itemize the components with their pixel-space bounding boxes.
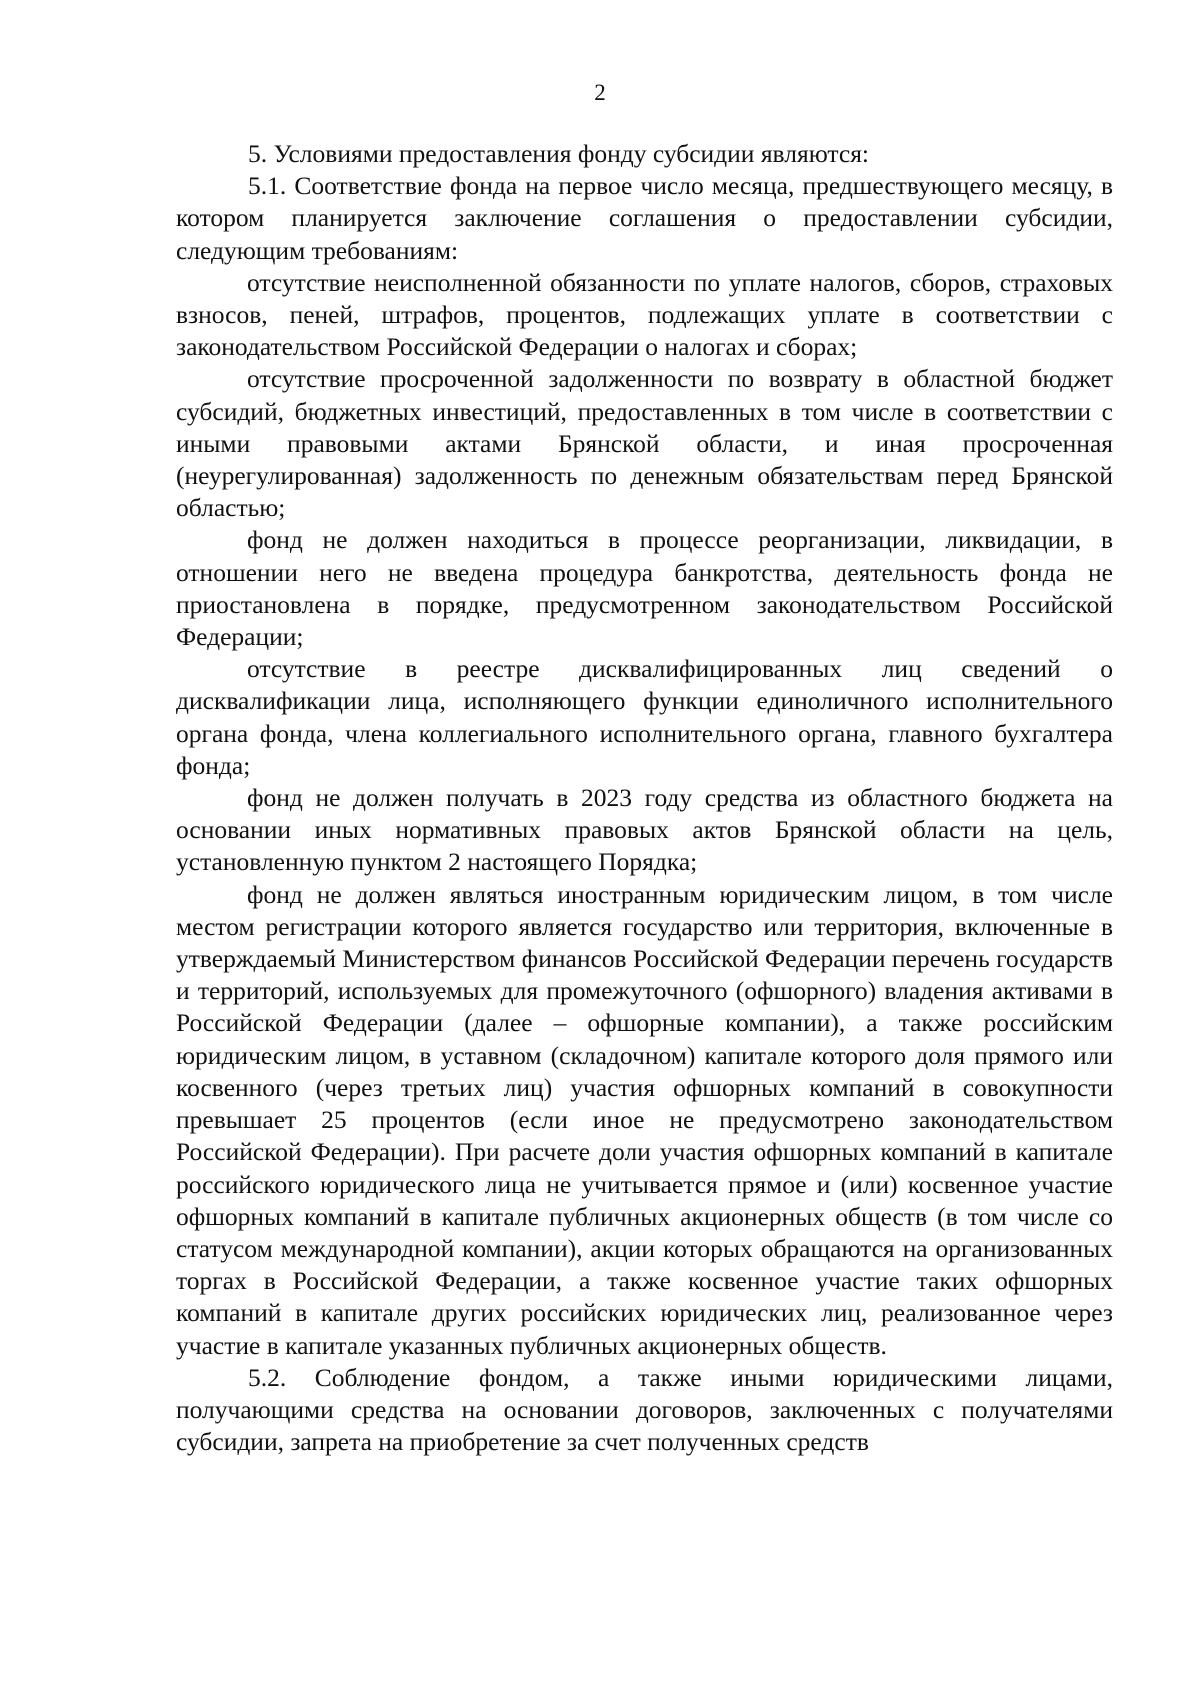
requirement-no-tax-debt: отсутствие неисполненной обязанности по уплате налогов, сборов, страховых взносов, пеней, штрафов, процентов, подлежащих уплате в соответствии с законодательством Российской Федерации о налогах и сборах;: [176, 267, 1113, 362]
requirement-no-disqualified-persons: отсутствие в реестре дисквалифицированных лиц сведений о дисквалификации лица, исполняющего функции единоличного исполнительного органа фонда, члена коллегиального исполнительного органа, главного бухгалтера фонда;: [176, 654, 1113, 780]
paragraph-5-2: 5.2. Соблюдение фондом, а также иными юридическими лицами, получающими средства на основании договоров, заключенных с получателями субсидии, запрета на приобретение за счет полученных средств: [176, 1362, 1113, 1457]
requirement-not-foreign-entity: фонд не должен являться иностранным юридическим лицом, в том числе местом регистрации которого является государство или территория, включенные в утверждаемый Министерством финансов Российской Федерации перечень государств и территорий, используемых для промежуточного (офшорного) владения активами в Российской Федерации (далее – офшорные компании), а также российским юридическим лицом, в уставном (складочном) капитале которого доля прямого или косвенного (через третьих лиц) участия офшорных компаний в совокупности превышает 25 процентов (если иное не предусмотрено законодательством Российской Федерации). При расчете доли участия офшорных компаний в капитале российского юридического лица не учитывается прямое и (или) косвенное участие офшорных компаний в капитале публичных акционерных обществ (в том числе со статусом международной компании), акции которых обращаются на организованных торгах в Российской Федерации, а также косвенное участие таких офшорных компаний в капитале других российских юридических лиц, реализованное через участие в капитале указанных публичных акционерных обществ.: [176, 879, 1113, 1360]
requirement-no-overdue-debt: отсутствие просроченной задолженности по возврату в областной бюджет субсидий, бюджетных инвестиций, предоставленных в том числе в соответствии с иными правовыми актами Брянской области, и иная просроченная (неурегулированная) задолженность по денежным обязательствам перед Брянской областью;: [176, 364, 1113, 523]
page-number: 2: [594, 80, 606, 105]
requirement-no-other-funding: фонд не должен получать в 2023 году средства из областного бюджета на основании иных нормативных правовых актов Брянской области на цель, установленную пунктом 2 настоящего Порядка;: [176, 783, 1113, 877]
requirement-no-reorganization: фонд не должен находиться в процессе реорганизации, ликвидации, в отношении него не введена процедура банкротства, деятельность фонда не приостановлена в порядке, предусмотренном законодательством Российской Федерации;: [176, 525, 1113, 652]
document-body: [176, 138, 1113, 1458]
paragraph-5-heading: 5. Условиями предоставления фонду субсидии являются:: [248, 139, 870, 168]
paragraph-5-1: 5.1. Соответствие фонда на первое число месяца, предшествующего месяцу, в котором планируется заключение соглашения о предоставлении субсидии, следующим требованиям:: [176, 171, 1113, 265]
